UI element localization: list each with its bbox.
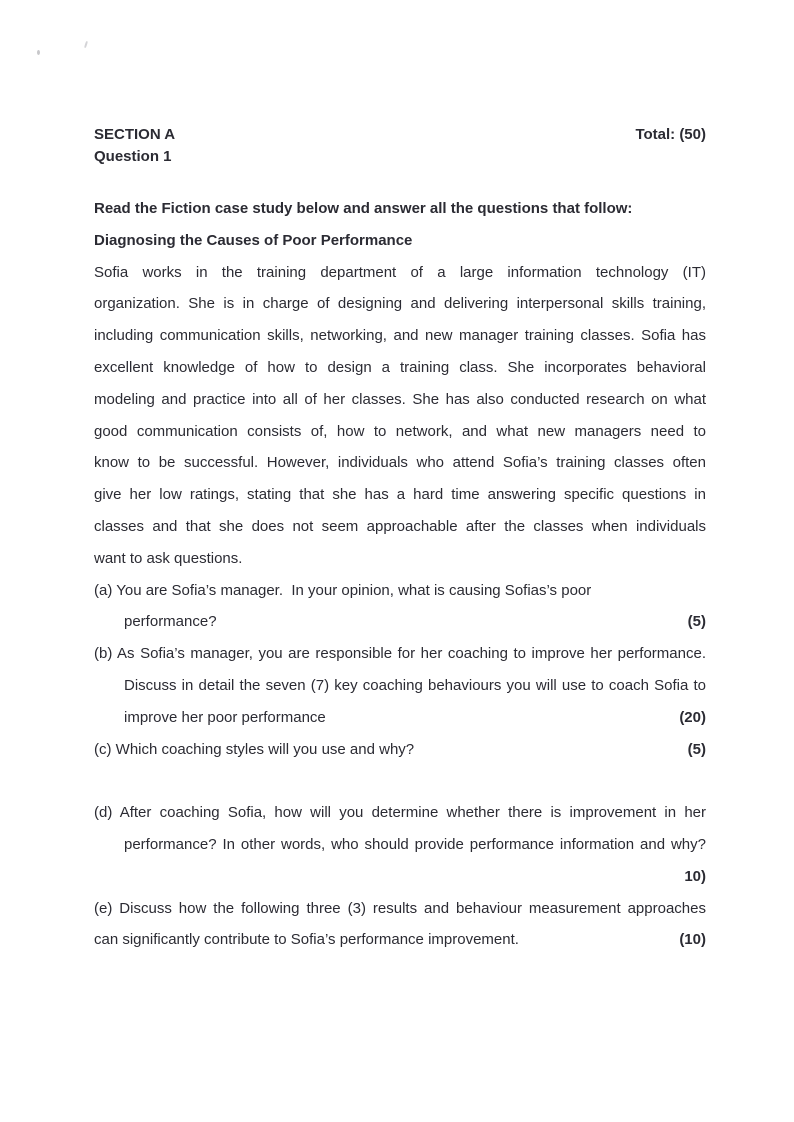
question-d (94, 797, 706, 892)
question-d-line-1: (d) After coaching Sofia, how will you determine whether there is improvement in her (94, 804, 706, 822)
question-b-marks: (20) (679, 708, 706, 726)
case-study-line: including communication skills, networking, and new manager training classes. Sofia has (94, 327, 706, 345)
question-a-text: performance? (124, 613, 217, 631)
question-c-marks: (5) (687, 740, 706, 758)
scan-artifact (37, 50, 40, 55)
question-e-marks: (10) (679, 931, 706, 949)
question-e-text: can significantly contribute to Sofia’s performance improvement. (94, 931, 519, 949)
scan-artifact (84, 41, 88, 48)
question-a (94, 575, 706, 639)
case-study-line: modeling and practice into all of her classes. She has also conducted research on what (94, 390, 706, 408)
case-study-line: organization. She is in charge of designing and delivering interpersonal skills training, (94, 295, 706, 313)
header-left (94, 124, 175, 168)
question-d-marks: 10) (684, 867, 706, 885)
question-b-line-2: Discuss in detail the seven (7) key coaching behaviours you will use to coach Sofia to (124, 676, 706, 694)
instruction-text: Read the Fiction case study below and answer all the questions that follow: (94, 200, 633, 217)
case-study-line: give her low ratings, stating that she has a hard time answering specific questions in (94, 486, 706, 504)
question-b-line-3 (94, 702, 706, 734)
case-study-title: Diagnosing the Causes of Poor Performance (94, 231, 413, 249)
question-a-marks: (5) (687, 613, 706, 631)
question-e (94, 893, 706, 957)
case-study-line: want to ask questions. (94, 549, 243, 567)
section-title: SECTION A (94, 126, 176, 143)
question-b (94, 638, 706, 733)
case-study-line: classes and that she does not seem approachable after the classes when individuals (94, 517, 706, 535)
question-body (94, 193, 706, 956)
question-e-line-2 (94, 924, 706, 956)
question-b-text: improve her poor performance (124, 708, 326, 726)
question-a-line-2 (94, 606, 706, 638)
question-c (94, 734, 706, 766)
case-study-line: good communication consists of, how to network, and what new managers need to (94, 422, 706, 440)
question-e-line-1: (e) Discuss how the following three (3) results and behaviour measurement approaches (94, 899, 706, 917)
blank-line (94, 765, 706, 797)
question-b-line-1: (b) As Sofia’s manager, you are responsible for her coaching to improve her performance. (94, 645, 706, 663)
case-study-line: Sofia works in the training department of a large information technology (IT) (94, 263, 706, 281)
question-d-line-2: performance? In other words, who should provide performance information and why? (124, 835, 706, 853)
question-number: Question 1 (94, 148, 172, 165)
page-header (94, 124, 706, 168)
total-marks: Total: (50) (635, 126, 706, 143)
question-c-text: (c) Which coaching styles will you use and why? (94, 740, 415, 758)
case-study-line: know to be successful. However, individuals who attend Sofia’s training classes often (94, 454, 706, 472)
question-a-line-1: (a) You are Sofia’s manager. In your opinion, what is causing Sofias’s poor (94, 581, 592, 599)
case-study-line: excellent knowledge of how to design a training class. She incorporates behavioral (94, 358, 706, 376)
